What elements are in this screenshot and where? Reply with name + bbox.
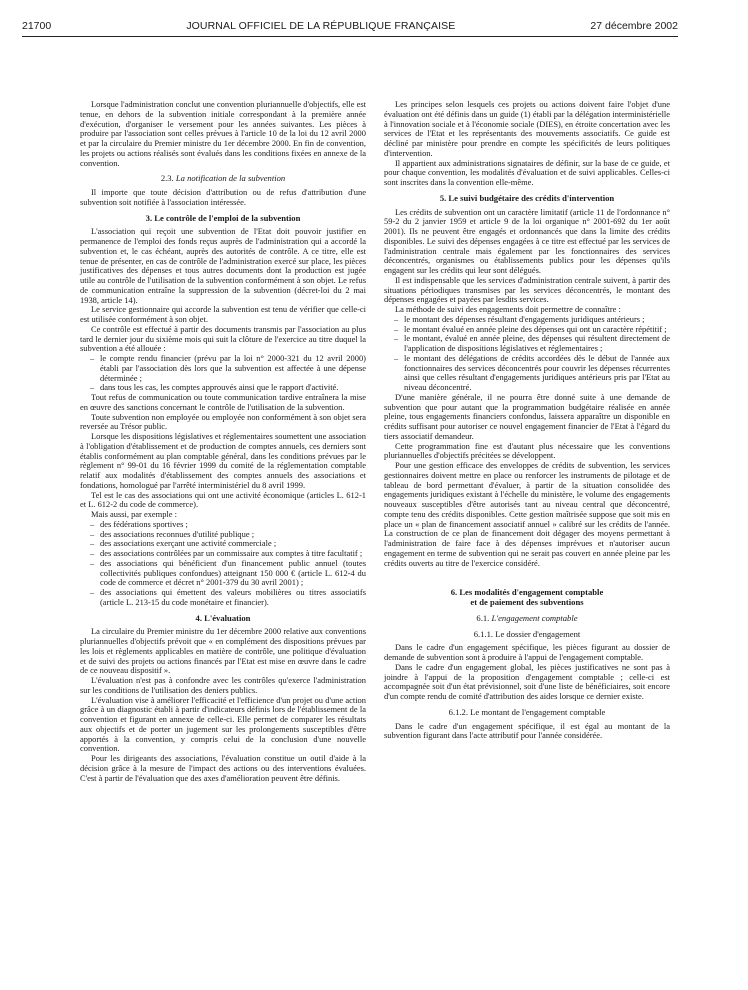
list-item: – des associations contrôlées par un commissaire aux comptes à titre facultatif ;: [90, 549, 366, 559]
document-list: [80, 354, 366, 393]
paragraph: L'évaluation vise à améliorer l'efficacité et l'efficience d'un projet ou d'une action grâce à un diagnostic établi à partir d'indicateurs définis lors de l'établissement de la convention et figurant en annexe de celle-ci. Elle permet de comparer les résultats aux objectifs et de porter un jugement sur les prolongements susceptibles d'être apportés à la convention, y compris celui de la conclusion d'une nouvelle convention.: [80, 694, 366, 754]
tracking-list: [384, 315, 670, 393]
list-item: – des associations exerçant une activité commerciale ;: [90, 539, 366, 549]
paragraph: L'association qui reçoit une subvention de l'Etat doit pouvoir justifier en permanence de l'emploi des fonds reçus auprès de l'administration qui a accordé la subvention et, le cas échéant, auprès des autorités de contrôle. A ce titre, elle est tenue de présenter, en cas de contrôle de l'administration exercé sur place, les pièces justificatives des dépenses et tous autres documents dont la production est jugée utile au contrôle de l'utilisation de la subvention conformément à son objet. Le refus de communication entraîne la suppression de la subvention (décret-loi du 2 mai 1938, article 14).: [80, 226, 366, 305]
paragraph: Dans le cadre d'un engagement spécifique, il est égal au montant de la subvention figurant dans l'acte attributif pour l'année considérée.: [384, 720, 670, 741]
paragraph: Il appartient aux administrations signataires de définir, sur la base de ce guide, et pour chaque convention, les modalités d'évaluation et de suivi applicables. Celles-ci sont inscrites dans la convention elle-même.: [384, 157, 670, 187]
paragraph: Il est indispensable que les services d'administration centrale suivent, à partir des situations périodiques transmises par les services déconcentrés, le montant des dépenses engagées et payées par lesdits services.: [384, 274, 670, 305]
section-heading-6: [384, 588, 670, 608]
section-heading-6-line1: 6. Les modalités d'engagement comptable: [450, 587, 604, 598]
right-column: [384, 100, 670, 741]
section-heading-6-1: 6.1. L'engagement comptable: [476, 612, 578, 623]
list-item: – le montant évalué en année pleine des dépenses qui ont un caractère répétitif ;: [394, 325, 670, 335]
journal-title: JOURNAL OFFICIEL DE LA RÉPUBLIQUE FRANÇAISE: [186, 20, 456, 32]
section-heading-2-3: 2.3. La notification de la subvention: [160, 173, 286, 184]
list-item: – le montant des dépenses résultant d'engagements juridiques antérieurs ;: [394, 315, 670, 325]
section-heading-6-line2: et de paiement des subventions: [470, 597, 584, 607]
paragraph: L'évaluation n'est pas à confondre avec les contrôles qu'exerce l'administration sur les conditions de l'utilisation des deniers publics.: [80, 675, 366, 695]
list-item: – dans tous les cas, les comptes approuvés ainsi que le rapport d'activité.: [90, 383, 366, 393]
paragraph: Lorsque les dispositions législatives et réglementaires soumettent une association à l'obligation d'établissement et de production de comptes annuels, ces derniers sont établis conformément au plan comptable général, dans les conditions prévues par le règlement n° 99-01 du 16 février 1999 du comité de la réglementation comptable relatif aux modalités d'établissement des comptes annuels des associations et fondations, homologué par l'arrêté interministériel du 8 avril 1999.: [80, 431, 366, 490]
paragraph: La méthode de suivi des engagements doit permettre de connaître :: [395, 304, 621, 314]
paragraph: Dans le cadre d'un engagement global, les pièces justificatives ne sont pas à joindre à l'appui de la proposition d'engagement comptable ; celle-ci est accompagnée soit d'un état prévisionnel, soit d'une liste de bénéficiaires, soit encore d'un compte rendu de comité d'attribution des aides lorsque ce dernier existe.: [384, 661, 670, 701]
paragraph: Les principes selon lesquels ces projets ou actions doivent faire l'objet d'une évaluation ont été définis dans un guide (1) établi par la délégation interministérielle à l'innovation sociale et à l'économie sociale (DIES), en étroite concertation avec les services de l'Etat et les représentants des mouvements associatifs. Ce guide est décliné par ministère pour prendre en compte les spécificités de leurs politiques d'intervention.: [384, 99, 670, 158]
page-header: [22, 20, 678, 37]
list-item: – des fédérations sportives ;: [90, 520, 366, 530]
paragraph: Ce contrôle est effectué à partir des documents transmis par l'association au plus tard le dernier jour du sixième mois qui suit la clôture de l'exercice au titre duquel la subvention a été allouée :: [80, 323, 366, 354]
paragraph: Tout refus de communication ou toute communication tardive entraînera la mise en œuvre des sanctions concernant le contrôle de l'utilisation de la subvention.: [80, 392, 366, 412]
list-item: – des associations reconnues d'utilité publique ;: [90, 530, 366, 540]
section-heading-6-1-1: 6.1.1. Le dossier d'engagement: [473, 628, 581, 639]
section-heading-6-1-2: 6.1.2. Le montant de l'engagement comptable: [448, 706, 606, 717]
section-heading-4: 4. L'évaluation: [195, 612, 251, 623]
paragraph: Dans le cadre d'un engagement spécifique, les pièces figurant au dossier de demande de subvention sont à produire à l'appui de l'engagement comptable.: [384, 642, 670, 662]
paragraph: Les crédits de subvention ont un caractère limitatif (article 11 de l'ordonnance n° 59-2 du 2 janvier 1959 et article 9 de la loi organique n° 2001-692 du 1er août 2001). Ils ne peuvent être engagés et ordonnancés que dans la limite des crédits disponibles. Le suivi des dépenses engagées à ce titre est effectué par les services de l'administration centrale mais également par les fonctionnaires des services déconcentrés, organismes ou établissements publics pour les dépenses qu'ils engagent sur les crédits qui leur sont délégués.: [384, 206, 670, 275]
list-item: – le compte rendu financier (prévu par la loi n° 2000-321 du 12 avril 2000) établi par l'association dès lors que la subvention est affectée à une dépense déterminée ;: [90, 354, 366, 383]
paragraph: La circulaire du Premier ministre du 1er décembre 2000 relative aux conventions pluriannuelles d'objectifs prévoit que « en complément des dispositions prévues par les lois et règlements applicables en matière de contrôle, une politique d'évaluation et de suivi des projets ou actions financés par l'Etat est mise en œuvre dans le cadre de ce nouveau dispositif ».: [80, 626, 366, 676]
paragraph: Toute subvention non employée ou employée non conformément à son objet sera reversée au Trésor public.: [80, 411, 366, 432]
page-number: 21700: [22, 20, 52, 32]
paragraph: Pour les dirigeants des associations, l'évaluation constitue un outil d'aide à la décision grâce à la mesure de l'impact des actions ou des interventions évaluées. C'est à partir de l'évaluation que des axes d'amélioration peuvent être définis.: [80, 753, 366, 783]
paragraph: Cette programmation fine est d'autant plus nécessaire que les conventions pluriannuelles d'objectifs précitées se développent.: [384, 440, 670, 461]
section-heading-5: 5. Le suivi budgétaire des crédits d'intervention: [439, 192, 615, 203]
paragraph: Mais aussi, par exemple :: [91, 509, 177, 519]
paragraph: Le service gestionnaire qui accorde la subvention est tenu de vérifier que celle-ci est utilisée conformément à son objet.: [80, 304, 366, 324]
paragraph: Lorsque l'administration conclut une convention pluriannuelle d'objectifs, elle est tenue, en dehors de la subvention initiale correspondant à la première année d'exécution, d'organiser le versement pour les années suivantes. Les pièces à produire par l'association sont celles prévues à l'article 10 de la loi du 12 avril 2000 et par la circulaire du Premier ministre du 1er décembre 2000. En fin de convention, les projets ou actions réalisés sont évalués dans les conditions fixées en annexe de la convention.: [80, 99, 366, 168]
association-list: [80, 520, 366, 608]
list-item: – le montant, évalué en année pleine, des dépenses qui résultent directement de l'application de dispositions législatives et réglementaires ;: [394, 334, 670, 354]
list-item: – des associations qui émettent des valeurs mobilières ou titres associatifs (article L. 213-15 du code monétaire et financier).: [90, 588, 366, 608]
paragraph: D'une manière générale, il ne pourra être donné suite à une demande de subvention que pour autant que la programmation budgétaire réalisée en année pleine, tous engagements financiers confondus, laissera apparaître un disponible en crédits suffisant pour autoriser ce nouvel engagement financier de l'Etat à l'égard du tiers associatif demandeur.: [384, 391, 670, 441]
publication-date: 27 décembre 2002: [590, 20, 678, 32]
paragraph: Pour une gestion efficace des enveloppes de crédits de subvention, les services gestionnaires doivent mettre en place ou renforcer les instruments de pilotage et de tableau de bord permettant d'évaluer, à partir de la situation consolidée des engagements juridiques existant à l'échelle du ministère, le volume des engagements nouveaux susceptibles d'être autorisés tant au niveau central que déconcentré, compte tenu des crédits disponibles. Cette gestion maîtrisée suppose que soit mis en place un « plan de financement associatif annuel » calibré sur les crédits de l'année. La construction de ce plan de financement doit dégager des moyens permettant à l'administration de faire face à des dépenses imprévues et n'autoriser aucun engagement en terme de subvention qui ne serait pas couvert en année pleine par les crédits ouverts au titre de l'exercice considéré.: [384, 460, 670, 568]
paragraph: Il importe que toute décision d'attribution ou de refus d'attribution d'une subvention soit notifiée à l'association intéressée.: [80, 187, 366, 207]
left-column: [80, 100, 366, 783]
list-item: – des associations qui bénéficient d'un financement public annuel (toutes collectivités publiques confondues) atteignant 150 000 € (article L. 612-4 du code de commerce et décret n° 2001-379 du 30 avril 2001) ;: [90, 559, 366, 588]
list-item: – le montant des délégations de crédits accordées dès le début de l'année aux fonctionnaires des services déconcentrés pour couvrir les dépenses récurrentes ainsi que celles résultant d'engagements juridiques antérieurs pris par l'Etat au niveau déconcentré.: [394, 354, 670, 393]
paragraph: Tel est le cas des associations qui ont une activité économique (articles L. 612-1 et L. 612-2 du code de commerce).: [80, 489, 366, 510]
section-heading-3: 3. Le contrôle de l'emploi de la subvention: [145, 212, 301, 223]
